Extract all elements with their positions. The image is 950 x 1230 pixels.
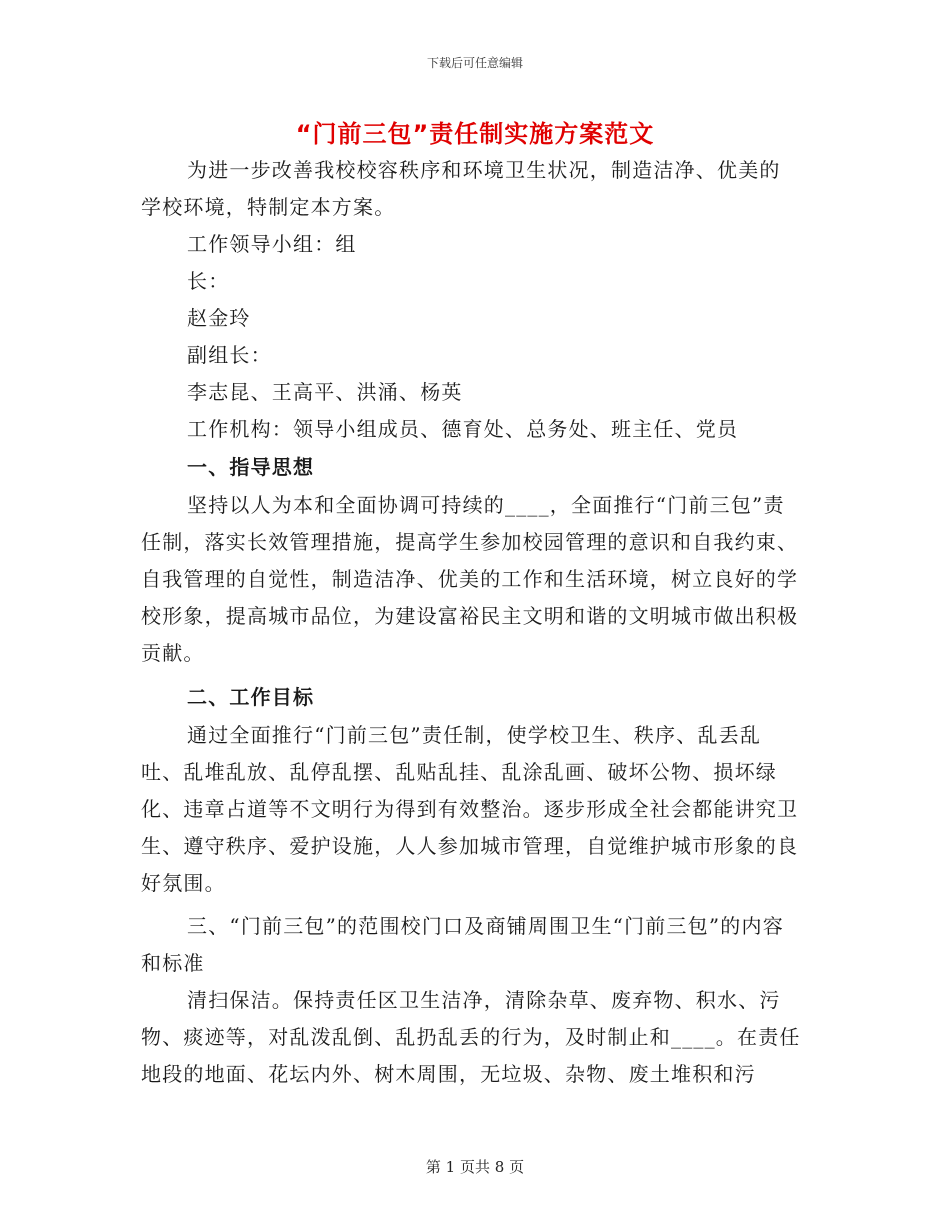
document-title: “门前三包”责任制实施方案范文 [295,120,655,148]
intro-paragraph: 为进一步改善我校校容秩序和环境卫生状况，制造洁净、优美的学校环境，特制定本方案。 [141,158,781,219]
section-1-body: 坚持以人为本和全面协调可持续的____，全面推行“门前三包”责任制，落实长效管理措施，提高学生参加校园管理的意识和自我约束、自我管理的自觉性，制造洁净、优美的工作和生活环境，树立良好的学校形象，提高城市品位，为建设富裕民主文明和谐的文明城市做出积极贡献。 [141,493,799,665]
organization-line: 工作机构：领导小组成员、德育处、总务处、班主任、党员 [187,417,739,441]
document-body [141,152,801,1093]
section-1-heading: 一、指导思想 [187,455,315,479]
section-3-heading: 三、“门前三包”的范围校门口及商铺周围卫生“门前三包”的内容和标准 [141,914,784,975]
section-3-body: 清扫保洁。保持责任区卫生洁净，清除杂草、废弃物、积水、污物、痰迹等，对乱泼乱倒、乱扔乱丢的行为，及时制止和____。在责任地段的地面、花坛内外、树木周围，无垃圾、杂物、废土堆积和污 [141,988,801,1086]
deputy-names: 李志昆、王高平、洪涌、杨英 [187,380,463,404]
leader-name: 赵金玲 [187,306,251,330]
section-2-body: 通过全面推行“门前三包”责任制，使学校卫生、秩序、乱丢乱吐、乱堆乱放、乱停乱摆、乱贴乱挂、乱涂乱画、破坏公物、损坏绿化、违章占道等不文明行为得到有效整治。逐步形成全社会都能讲究卫生、遵守秩序、爱护设施，人人参加城市管理，自觉维护城市形象的良好氛围。 [141,723,799,895]
leader-group-line: 工作领导小组：组 [187,232,357,256]
leader-label: 长： [187,269,230,293]
page-header: 下载后可任意编辑 [426,56,523,70]
section-2-heading: 二、工作目标 [187,685,315,709]
page-footer: 第 1 页共 8 页 [425,1158,525,1176]
deputy-label: 副组长： [187,343,272,367]
